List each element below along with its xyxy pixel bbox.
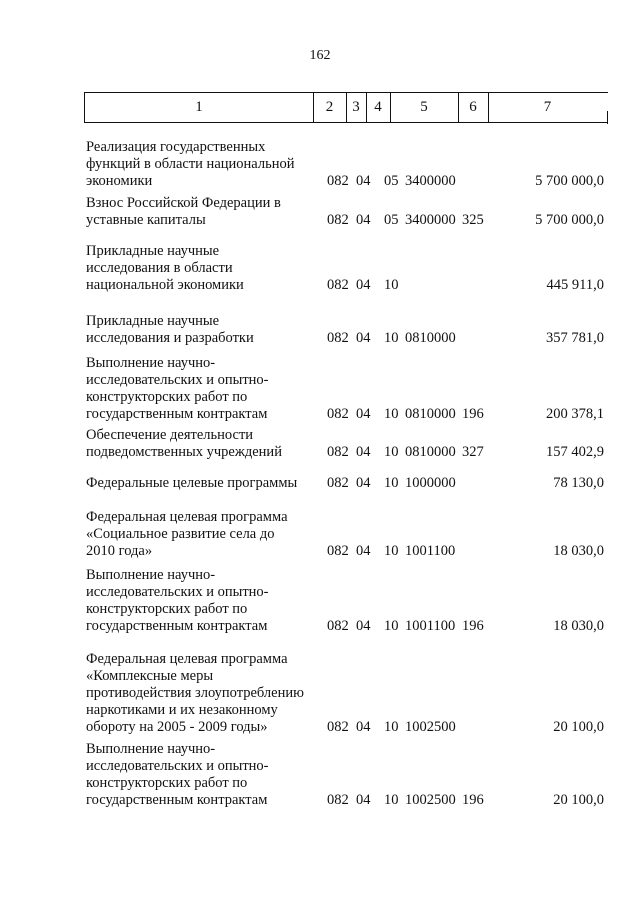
cell-admin: 082: [327, 444, 349, 460]
cell-subsection: 10: [384, 719, 399, 735]
row-name-line: противодействия злоупотреблению: [86, 685, 304, 701]
cell-target-article: 1001100: [405, 618, 456, 634]
row-name: [86, 195, 326, 229]
cell-amount: 445 911,0: [546, 277, 604, 293]
cell-target-article: 1002500: [405, 792, 456, 808]
cell-admin: 082: [327, 330, 349, 346]
row-name-line: Федеральная целевая программа: [86, 651, 288, 667]
cell-amount: 78 130,0: [553, 475, 604, 491]
cell-amount: 357 781,0: [546, 330, 604, 346]
cell-subsection: 05: [384, 173, 399, 189]
cell-target-article: 0810000: [405, 330, 456, 346]
cell-amount: 18 030,0: [553, 543, 604, 559]
cell-admin: 082: [327, 792, 349, 808]
cell-subsection: 10: [384, 792, 399, 808]
row-name: [86, 243, 326, 294]
cell-amount: 157 402,9: [546, 444, 604, 460]
cell-target-article: 1001100: [405, 543, 456, 559]
cell-subsection: 10: [384, 475, 399, 491]
cell-subsection: 10: [384, 406, 399, 422]
cell-amount: 20 100,0: [553, 719, 604, 735]
row-name-line: исследовательских и опытно-: [86, 758, 269, 774]
cell-admin: 082: [327, 719, 349, 735]
cell-section: 04: [356, 543, 371, 559]
cell-section: 04: [356, 792, 371, 808]
cell-admin: 082: [327, 618, 349, 634]
row-name: [86, 427, 326, 461]
cell-admin: 082: [327, 543, 349, 559]
cell-amount: 5 700 000,0: [535, 212, 604, 228]
row-name: [86, 567, 326, 635]
row-name: [86, 741, 326, 809]
cell-section: 04: [356, 475, 371, 491]
row-name-line: 2010 года»: [86, 543, 153, 559]
row-name-line: государственным контрактам: [86, 406, 268, 422]
cell-target-article: 1000000: [405, 475, 456, 491]
row-name-line: исследования и разработки: [86, 330, 254, 346]
cell-section: 04: [356, 406, 371, 422]
row-name-line: Прикладные научные: [86, 313, 220, 329]
cell-section: 04: [356, 173, 371, 189]
row-name-line: подведомственных учреждений: [86, 444, 282, 460]
header-col-2: 2: [325, 99, 334, 115]
row-name-line: «Социальное развитие села до: [86, 526, 275, 542]
cell-target-article: 0810000: [405, 406, 456, 422]
cell-section: 04: [356, 277, 371, 293]
cell-target-article: 3400000: [405, 212, 456, 228]
row-name-line: уставные капиталы: [86, 212, 206, 228]
cell-admin: 082: [327, 475, 349, 491]
row-name-line: Выполнение научно-: [86, 567, 216, 583]
cell-amount: 200 378,1: [546, 406, 604, 422]
row-name: [86, 139, 326, 190]
header-col-6: 6: [469, 99, 477, 115]
row-name-line: конструкторских работ по: [86, 775, 248, 791]
cell-expense-type: 196: [462, 792, 484, 808]
cell-expense-type: 327: [462, 444, 484, 460]
row-name-line: национальной экономики: [86, 277, 244, 293]
cell-section: 04: [356, 618, 371, 634]
header-col-4: 4: [374, 99, 382, 115]
row-name: [86, 509, 326, 560]
cell-subsection: 10: [384, 277, 399, 293]
row-name-line: экономики: [86, 173, 153, 189]
row-name-line: исследовательских и опытно-: [86, 372, 269, 388]
cell-amount: 5 700 000,0: [535, 173, 604, 189]
row-name-line: Выполнение научно-: [86, 741, 216, 757]
header-col-5: 5: [420, 99, 428, 115]
row-name-line: Федеральная целевая программа: [86, 509, 288, 525]
row-name-line: Федеральные целевые программы: [86, 475, 298, 491]
page-number: 162: [309, 48, 331, 63]
row-name-line: Реализация государственных: [86, 139, 266, 155]
cell-section: 04: [356, 212, 371, 228]
row-name-line: исследования в области: [86, 260, 233, 276]
cell-subsection: 10: [384, 618, 399, 634]
cell-expense-type: 196: [462, 406, 484, 422]
cell-expense-type: 196: [462, 618, 484, 634]
cell-admin: 082: [327, 212, 349, 228]
header-col-1: 1: [195, 99, 203, 115]
cell-amount: 18 030,0: [553, 618, 604, 634]
row-name-line: Прикладные научные: [86, 243, 220, 259]
row-name-line: государственным контрактам: [86, 792, 268, 808]
row-name: [86, 651, 326, 736]
cell-target-article: 3400000: [405, 173, 456, 189]
row-name-line: функций в области национальной: [86, 156, 295, 172]
cell-section: 04: [356, 330, 371, 346]
cell-admin: 082: [327, 173, 349, 189]
row-name-line: Обеспечение деятельности: [86, 427, 254, 443]
row-name-line: исследовательских и опытно-: [86, 584, 269, 600]
cell-subsection: 10: [384, 330, 399, 346]
cell-target-article: 0810000: [405, 444, 456, 460]
cell-section: 04: [356, 444, 371, 460]
cell-admin: 082: [327, 406, 349, 422]
header-col-3: 3: [352, 99, 360, 115]
cell-amount: 20 100,0: [553, 792, 604, 808]
row-name: [86, 475, 326, 492]
row-name: [86, 313, 326, 347]
row-name-line: конструкторских работ по: [86, 389, 248, 405]
row-name-line: Выполнение научно-: [86, 355, 216, 371]
cell-target-article: 1002500: [405, 719, 456, 735]
cell-admin: 082: [327, 277, 349, 293]
cell-section: 04: [356, 719, 371, 735]
row-name-line: Взнос Российской Федерации в: [86, 195, 281, 211]
table-header: [84, 92, 608, 123]
row-name: [86, 355, 326, 423]
cell-expense-type: 325: [462, 212, 484, 228]
row-name-line: обороту на 2005 - 2009 годы»: [86, 719, 268, 735]
row-name-line: государственным контрактам: [86, 618, 268, 634]
header-col-7: 7: [543, 99, 552, 115]
row-name-line: конструкторских работ по: [86, 601, 248, 617]
cell-subsection: 05: [384, 212, 399, 228]
cell-subsection: 10: [384, 543, 399, 559]
row-name-line: наркотиками и их незаконному: [86, 702, 278, 718]
cell-subsection: 10: [384, 444, 399, 460]
row-name-line: «Комплексные меры: [86, 668, 214, 684]
